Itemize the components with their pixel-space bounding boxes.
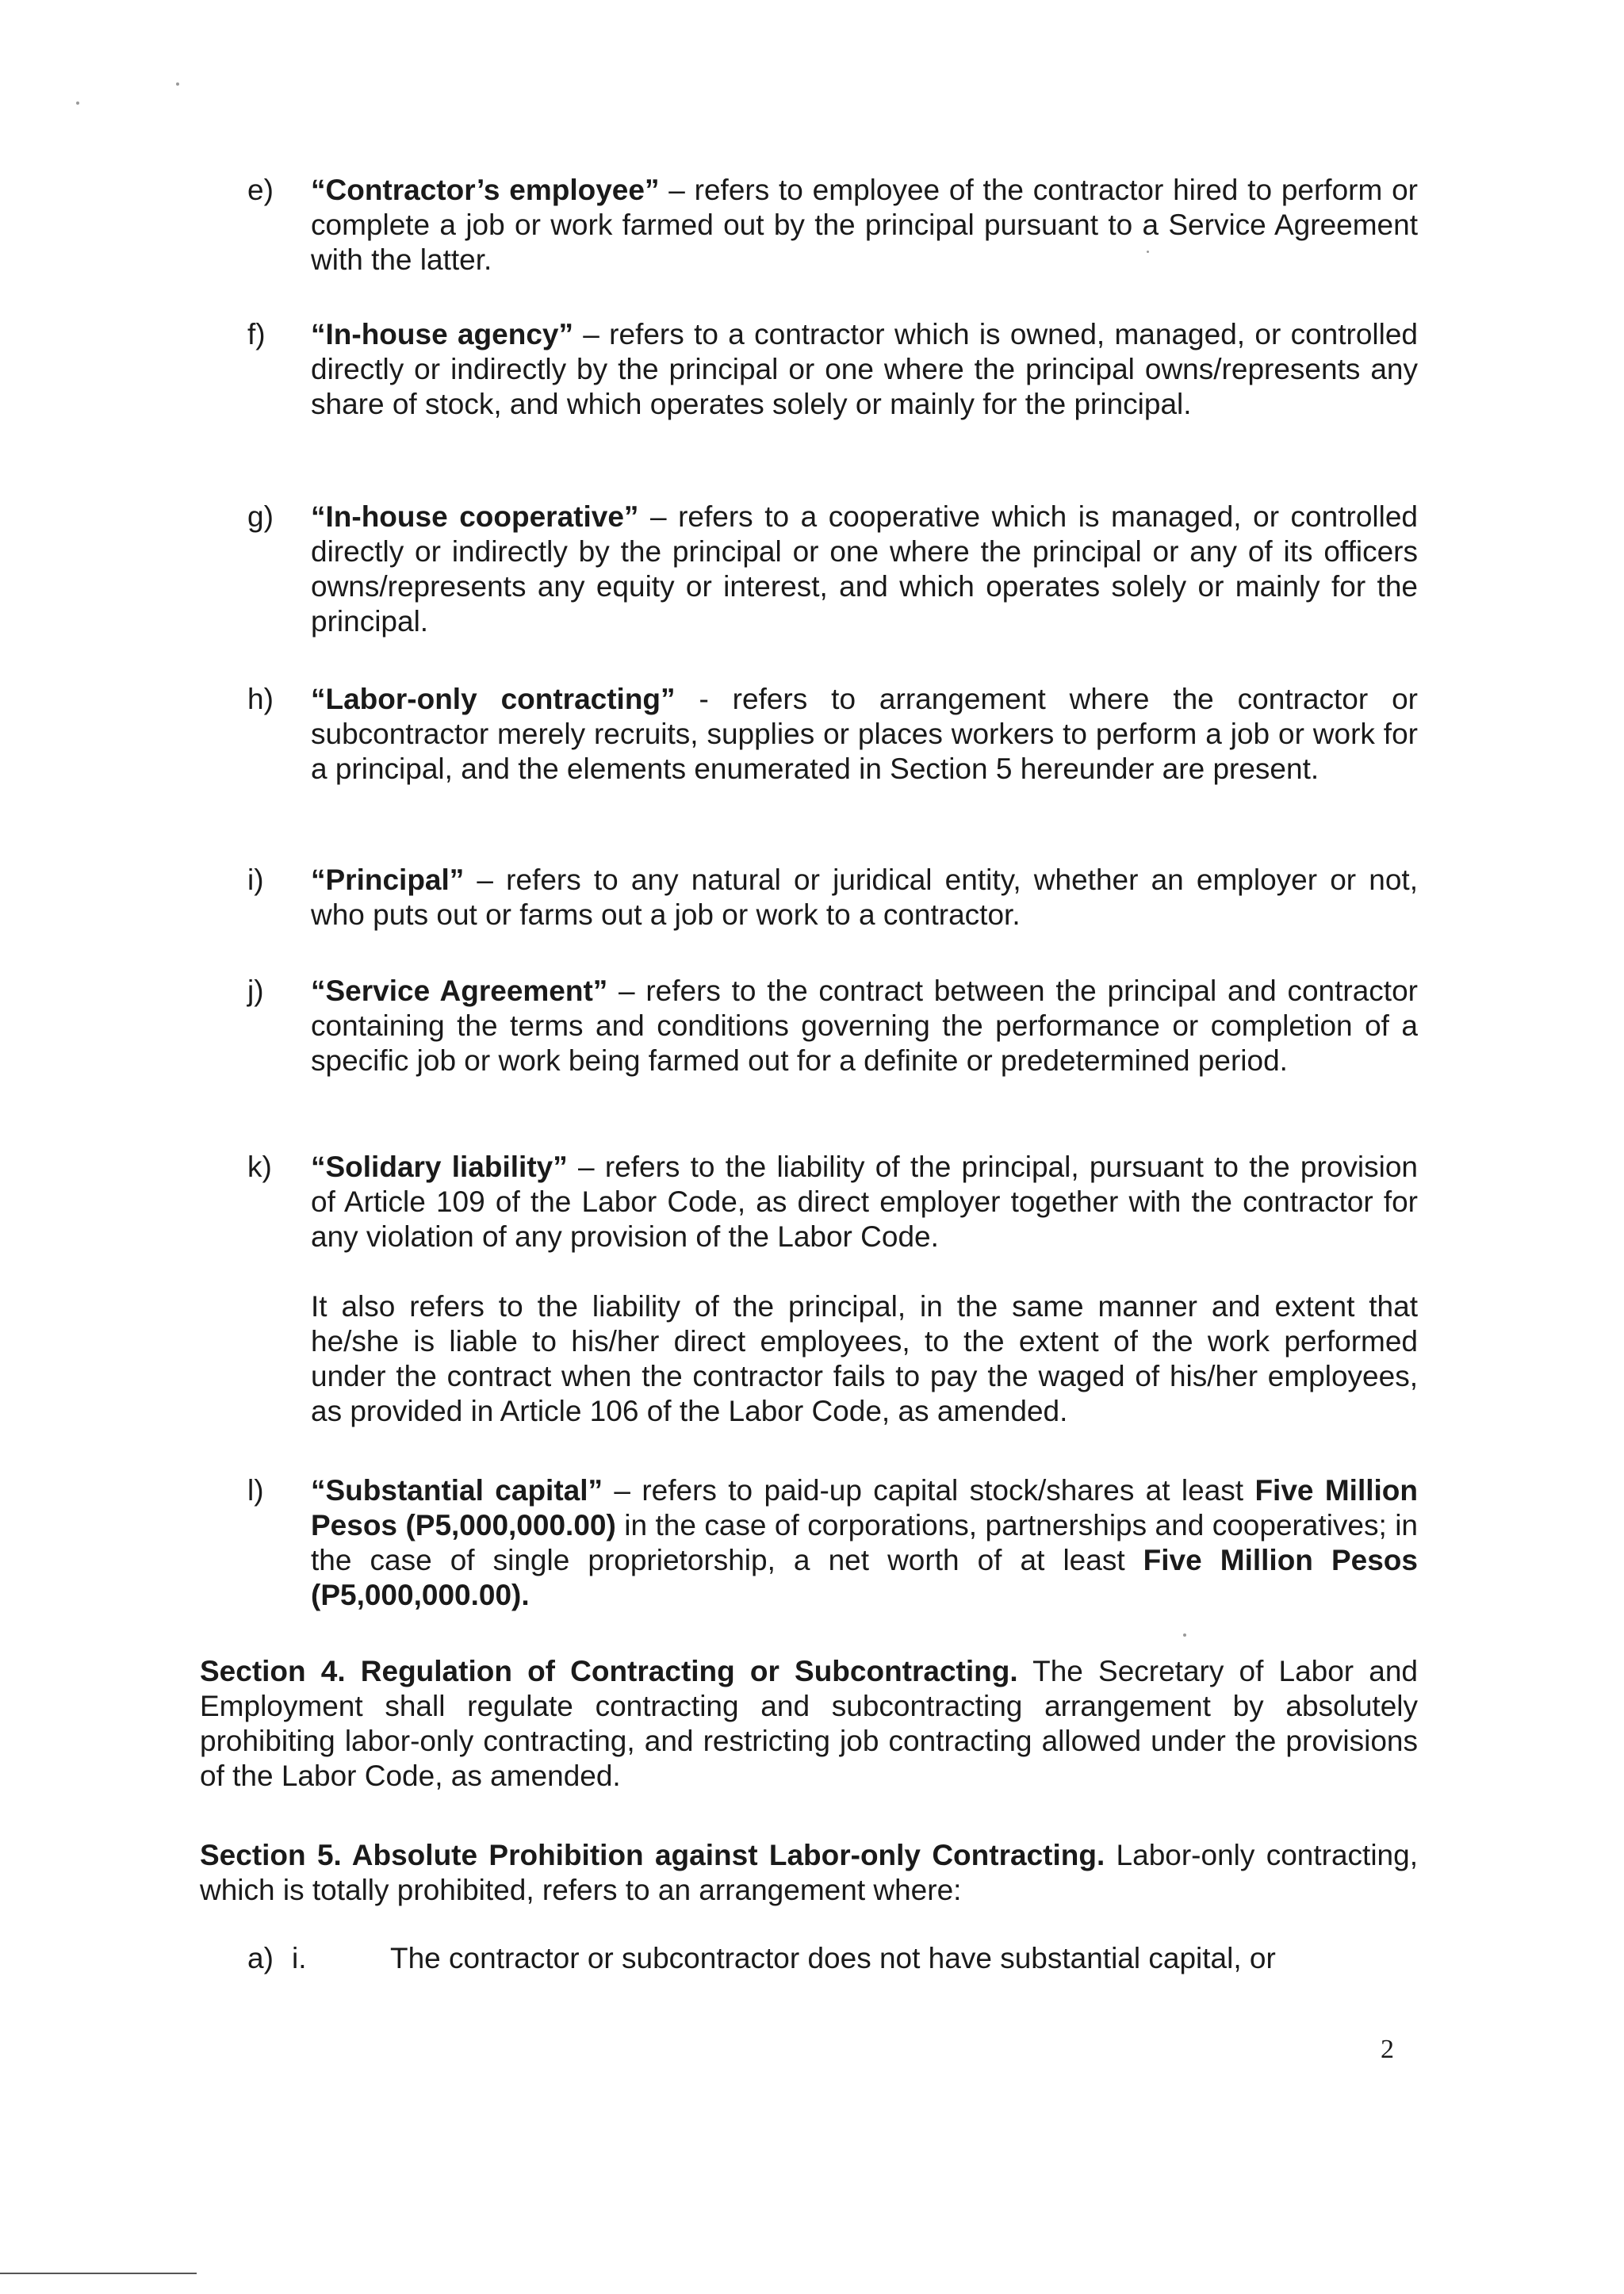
scan-speck (76, 101, 79, 105)
definition-label: l) (247, 1474, 264, 1507)
section-text: Labor-only contracting, which is totally prohibited, refers to an arrangement where: (200, 1839, 1418, 1906)
subitem-number: i. (292, 1942, 307, 1974)
definition-label: e) (247, 174, 274, 206)
amount-emphasis: Five Million Pesos (P5,000,000.00). (311, 1544, 1418, 1611)
scan-speck (1147, 251, 1149, 253)
page-number: 2 (1381, 2035, 1394, 2064)
definition-second-paragraph: It also refers to the liability of the principal, in the same manner and extent that he/she is liable to his/her direct employees, to the extent of the work performed under the contract when the contractor fails to pay the waged of his/her employees, as provided in Article 106 of the Labor Code, as amended. (311, 1290, 1418, 1427)
scan-speck (176, 82, 179, 86)
scan-edge-line (0, 2273, 197, 2274)
definition-label: h) (247, 683, 274, 715)
definition-term: “In-house cooperative” (311, 500, 639, 533)
definition-term: “Labor-only contracting” (311, 683, 676, 715)
definition-text: - refers to arrangement where the contractor or subcontractor merely recruits, supplies or places workers to perform a job or work for a principal, and the elements enumerated in Section 5 hereunder are present. (311, 683, 1418, 785)
definition-label: f) (247, 318, 266, 350)
definition-text: – refers to any natural or juridical entity, whether an employer or not, who puts out or farms out a job or work to a contractor. (311, 864, 1418, 931)
section-4 (200, 1654, 1418, 1794)
definition-text: – refers to employee of the contractor hired to perform or complete a job or work farmed out by the principal pursuant to a Service Agreement with the latter. (311, 174, 1418, 276)
definition-term: “Service Agreement” (311, 975, 608, 1007)
definition-in-house-cooperative (247, 500, 1418, 639)
subitem-text: The contractor or subcontractor does not have substantial capital, or (390, 1942, 1276, 1974)
definition-text: – refers to the contract between the principal and contractor containing the terms and conditions governing the performance or completion of a specific job or work being farmed out for a definite or predetermined period. (311, 975, 1418, 1077)
definition-text: – refers to a cooperative which is managed, or controlled directly or indirectly by the principal or one where the principal or any of its officers owns/represents any equity or interest, and which operates solely or mainly for the principal. (311, 500, 1418, 638)
definition-text: – refers to a contractor which is owned, managed, or controlled directly or indirectly by the principal or one where the principal owns/represents any share of stock, and which operates solely or mainly for the principal. (311, 318, 1419, 420)
definition-term: “Solidary liability” (311, 1151, 568, 1183)
amount-emphasis: Five Million Pesos (P5,000,000.00) (311, 1474, 1419, 1541)
definition-label: g) (247, 500, 274, 533)
definition-in-house-agency (247, 317, 1418, 422)
definition-term: “Contractor’s employee” (311, 174, 660, 206)
definition-substantial-capital (247, 1473, 1418, 1613)
section-heading: Section 5. Absolute Prohibition against Labor-only Contracting. (200, 1839, 1105, 1871)
definition-text: in the case of corporations, partnerships and cooperatives; in the case of single proprietorship, a net worth of at least (311, 1509, 1419, 1576)
definition-term: “Substantial capital” (311, 1474, 603, 1507)
definition-service-agreement (247, 974, 1418, 1078)
definition-text: – refers to the liability of the principal, pursuant to the provision of Article 109 of the Labor Code, as direct employer together with the contractor for any violation of any provision of the Labor Code. (311, 1151, 1418, 1253)
definition-principal (247, 863, 1418, 933)
definition-term: “In-house agency” (311, 318, 573, 350)
definition-label: i) (247, 864, 264, 896)
subitem-label: a) (247, 1942, 274, 1974)
definition-labor-only-contracting (247, 682, 1418, 787)
definition-label: k) (247, 1151, 272, 1183)
section-text: The Secretary of Labor and Employment shall regulate contracting and subcontracting arrangement by absolutely prohibiting labor-only contracting, and restricting job contracting allowed under the provisions of the Labor Code, as amended. (200, 1655, 1419, 1792)
definition-label: j) (247, 975, 264, 1007)
definition-contractors-employee (247, 173, 1418, 278)
definition-text: – refers to paid-up capital stock/shares at least (603, 1474, 1255, 1507)
definition-solidary-liability (247, 1150, 1418, 1429)
definition-term: “Principal” (311, 864, 465, 896)
section-heading: Section 4. Regulation of Contracting or Subcontracting. (200, 1655, 1018, 1687)
scan-speck (1183, 1633, 1186, 1637)
section-5 (200, 1838, 1418, 1908)
